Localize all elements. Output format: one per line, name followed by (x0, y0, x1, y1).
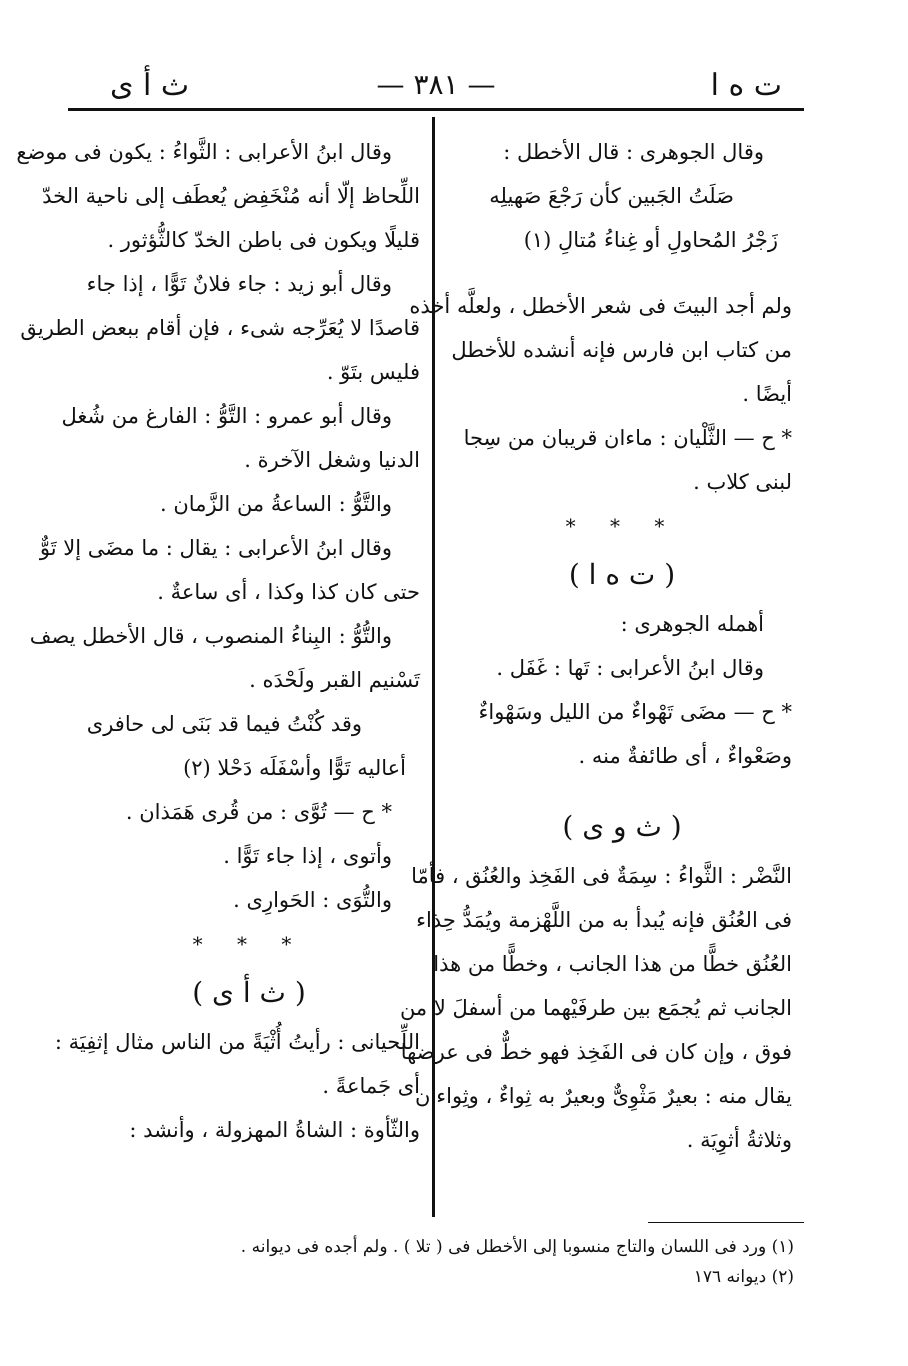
footnote: (١) ورد فى اللسان والتاج منسوبا إلى الأخطل فى ( تلا ) . ولم أجده فى ديوانه . (240, 1237, 794, 1257)
left-column-line: أى جَماعةً . (322, 1074, 420, 1098)
right-column-line: ولم أجد البيتَ فى شعر الأخطل ، ولعلَّه أخذه (409, 294, 792, 318)
left-column-line: والثّأوة : الشاةُ المهزولة ، وأنشد : (129, 1118, 420, 1142)
left-column-line: والتَّوُّ : الساعةُ من الزَّمان . (160, 492, 392, 516)
left-column-line: وأتوى ، إذا جاء تَوًّا . (223, 844, 392, 868)
right-column-line: وقال ابنُ الأعرابى : تَها : غَفَل . (496, 656, 764, 680)
page-number: — ٣٨١ — (376, 68, 496, 101)
right-column-line: * ح — مضَى تَهْواءٌ من الليل وسَهْواءٌ (478, 700, 792, 724)
right-column-line: النَّضْر : الثَّواءُ : سِمَةٌ فى الفَخِذ والعُنُق ، فأمّا (411, 864, 792, 888)
right-column-line: وثلاثةُ أثوِيَة . (686, 1128, 792, 1152)
left-column-line: فليس بتَوّ . (326, 360, 420, 384)
left-column-entry-heading: ( ث أ ى ) (192, 976, 306, 1009)
right-column-line: أهمله الجوهرى : (620, 612, 764, 636)
left-column-line: * ح — تُوَّى : من قُرى هَمَذان . (125, 800, 392, 824)
right-column-line: الجانب ثم يُجمَع بين طرفَيْهما من أسفلَ لا من (399, 996, 792, 1020)
left-column-line: والتُّوَى : الحَوارِى . (233, 888, 392, 912)
header-root-right: ت ه ا (710, 68, 782, 103)
footnote-rule (648, 1222, 804, 1223)
right-column-entry-heading: ( ث و ى ) (562, 810, 682, 843)
left-column-line: حتى كان كذا وكذا ، أى ساعةٌ . (157, 580, 420, 604)
footnotes (78, 1232, 794, 1292)
right-column-line: * ح — الثَّلْيان : ماءان قريبان من سِجا (463, 426, 792, 450)
right-column-line: أيضًا . (742, 382, 792, 406)
footnote: (٢) ديوانه ١٧٦ (693, 1267, 794, 1287)
left-column-line: وقال أبو زيد : جاء فلانٌ تَوًّا ، إذا جاء (86, 272, 392, 296)
running-header (68, 66, 804, 106)
right-column-entry-heading: ( ت ه ا ) (568, 558, 676, 591)
left-column-line: وقال ابنُ الأعرابى : الثَّواءُ : يكون فى موضع (16, 140, 392, 164)
right-column-line: صَلَتُ الجَبين كأن رَجْعَ صَهيلِه (489, 184, 734, 208)
right-column-line: العُنُق خطًّا من هذا الجانب ، وخطًّا من هذا (433, 952, 792, 976)
right-column (399, 130, 792, 1162)
left-column-line: قليلًا ويكون فى باطن الخدّ كالثُّؤثور . (107, 228, 420, 252)
left-column-line: وقد كُنْتُ فيما قد بَنَى لى حافرى (86, 712, 362, 736)
header-root-left: ث أ ى (110, 68, 190, 103)
right-column-line (452, 262, 792, 284)
right-column-line: فى العُنُق فإنه يُبدأ به من اللَّهْزمة ويُمَدُّ حِذاء (416, 908, 792, 932)
right-column-line: وصَعْواءٌ ، أى طائفةٌ منه . (578, 744, 792, 768)
left-column-line: وقال ابنُ الأعرابى : يقال : ما مضَى إلا تَوٌّ (39, 536, 392, 560)
left-column-line: والتُّوُّ : البِناءُ المنصوب ، قال الأخطل يصف (29, 624, 392, 648)
right-column-line: من كتاب ابن فارس فإنه أنشده للأخطل (451, 338, 792, 362)
right-column-line: فوق ، وإن كان فى الفَخِذ فهو خطٌّ فى عرضها (400, 1040, 792, 1064)
right-column-line: زَجْرُ المُحاولِ أو غِناءُ مُتالِ (١) (523, 228, 778, 252)
left-column-line: أعاليه تَوًّا وأسْفَلَه دَحْلا (٢) (183, 756, 406, 780)
left-column-line: اللِّحاظ إلّا أنه مُنْخَفِض يُعطَف إلى ناحية الخدّ (42, 184, 420, 208)
right-column-line: يقال منه : بعيرٌ مَثْوِىٌّ وبعيرٌ به ثِواءٌ ، وثِواءان (414, 1084, 792, 1108)
left-column-line: تَسْنيم القبر ولَحْدَه . (249, 668, 420, 692)
right-column-line: وقال الجوهرى : قال الأخطل : (503, 140, 764, 164)
right-column-line: * * * (565, 514, 679, 538)
left-column-line: * * * (192, 932, 306, 956)
right-column-line (452, 778, 792, 800)
right-column-line: لبنى كلاب . (693, 470, 792, 494)
left-column-line: وقال أبو عمرو : التَّوُّ : الفارغ من شُغل (61, 404, 392, 428)
left-column (16, 130, 420, 1152)
left-column-line: الدنيا وشغل الآخرة . (244, 448, 420, 472)
header-rule (68, 108, 804, 111)
left-column-line: اللِّحيانى : رأيتُ أُثْيَةً من الناس مثال إثفِيَة : (54, 1030, 420, 1054)
left-column-line: قاصدًا لا يُعَرِّجه شىء ، فإن أقام ببعض الطريق (20, 316, 420, 340)
